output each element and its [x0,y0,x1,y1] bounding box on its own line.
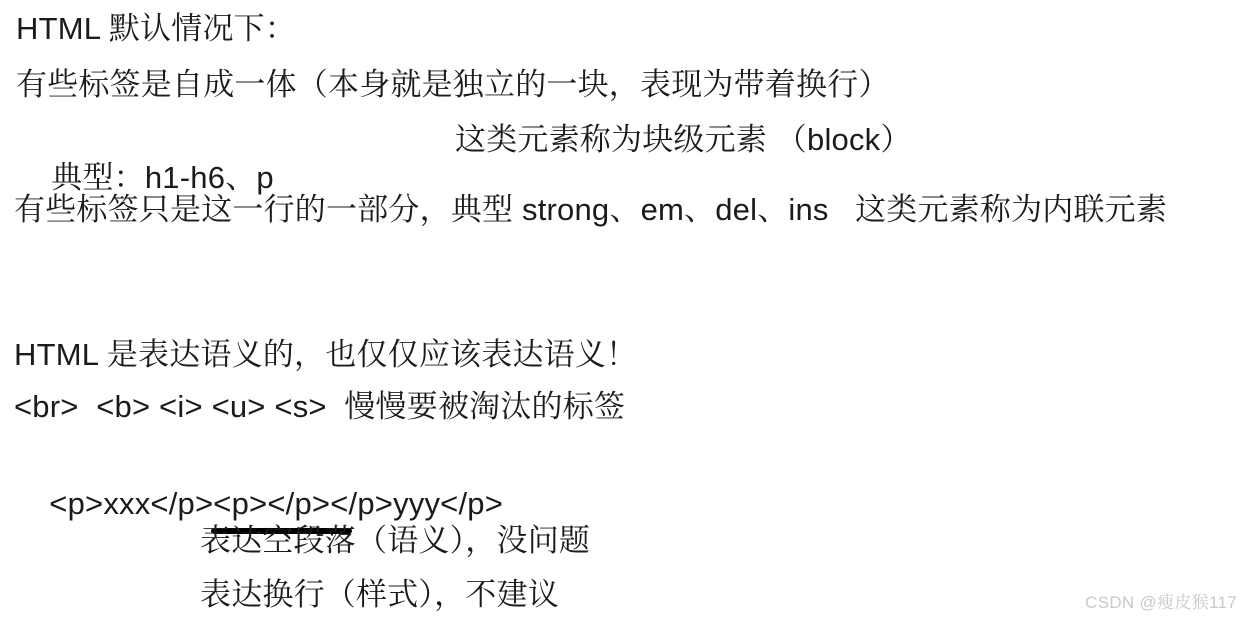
block-typical-tags: 典型：h1-h6、p [51,160,274,195]
inline-element-line: 有些标签只是这一行的一部分，典型 strong、em、del、ins 这类元素称为内联元素 [14,192,1168,227]
deprecated-tags-line: <br> <b> <i> <u> <s> 慢慢要被淘汰的标签 [14,389,626,424]
line-break-note-line: 表达换行（样式），不建议 [200,577,559,612]
empty-paragraph-code-text: <p></p> [213,486,331,521]
empty-paragraph-code-segment [213,485,330,523]
code-before-segment: <p>xxx</p> [49,486,214,521]
code-after-segment: </p>yyy</p> [330,486,504,521]
csdn-watermark: CSDN @瘦皮猴117 [1085,593,1237,612]
empty-paragraph-note-line: 表达空段落（语义），没问题 [200,523,591,558]
semantics-line: HTML 是表达语义的，也仅仅应该表达语义！ [14,337,638,372]
block-element-intro-line: 有些标签是自成一体（本身就是独立的一块，表现为带着换行） [16,67,890,102]
block-term-label: 这类元素称为块级元素 （block） [455,122,912,157]
heading-line: HTML 默认情况下： [16,11,297,46]
